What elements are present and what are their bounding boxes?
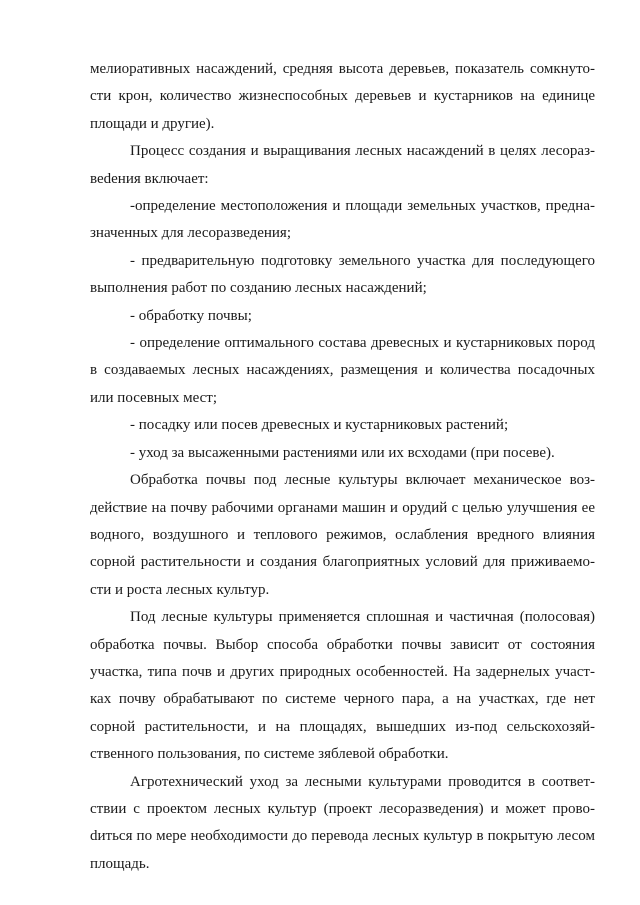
- list-item-6: - уход за высаженными растениями или их всходами (при посеве).: [130, 444, 555, 461]
- list-item-1: -определение местоположения и площади земельных участков, предназначенных для лесоразведения;: [90, 198, 595, 242]
- list-item-3: - обработку почвы;: [130, 307, 252, 324]
- paragraph-5: Агротехнический уход за лесными культурами проводится в соответствии с проектом лесных культур (проект лесоразведения) и может провоdиться по мере необходимости до перевода лесных культур в покрытую лесом площадь.: [90, 773, 595, 872]
- document-body: [90, 56, 595, 878]
- paragraph-3: Обработка почвы под лесные культуры включает механическое воздействие на почву рабочими органами машин и орудий с целью улучшения ее водного, воздушного и теплового режимов, ослабления вредного влияния сорной растительности и создания благоприятных условий для приживаемости и роста лесных культур.: [90, 472, 595, 598]
- list-item-4: - определение оптимального состава древесных и кустарниковых пород в создаваемых лесных насаждениях, размещения и количества посадочных или посевных мест;: [90, 335, 595, 406]
- list-item-5: - посадку или посев древесных и кустарниковых растений;: [130, 417, 509, 434]
- list-item-2: - предварительную подготовку земельного участка для последующего выполнения работ по созданию лесных насаждений;: [90, 252, 595, 297]
- paragraph-4: Под лесные культуры применяется сплошная и частичная (полосовая) обработка почвы. Выбор способа обработки почвы зависит от состояния участка, типа почв и других природных особенностей. На задернелых участках почву обрабатывают по системе черного пара, а на участках, где нет сорной растительности, и на площадях, вышедших из-под сельскохозяйственного пользования, по системе зяблевой обработки.: [90, 609, 595, 763]
- paragraph-2: Процесс создания и выращивания лесных насаждений в целях лесоразвеdения включает:: [90, 143, 595, 187]
- paragraph-1: мелиоративных насаждений, средняя высота деревьев, показатель сомкнутости крон, количество жизнеспособных деревьев и кустарников на единице площади и другие).: [90, 61, 595, 132]
